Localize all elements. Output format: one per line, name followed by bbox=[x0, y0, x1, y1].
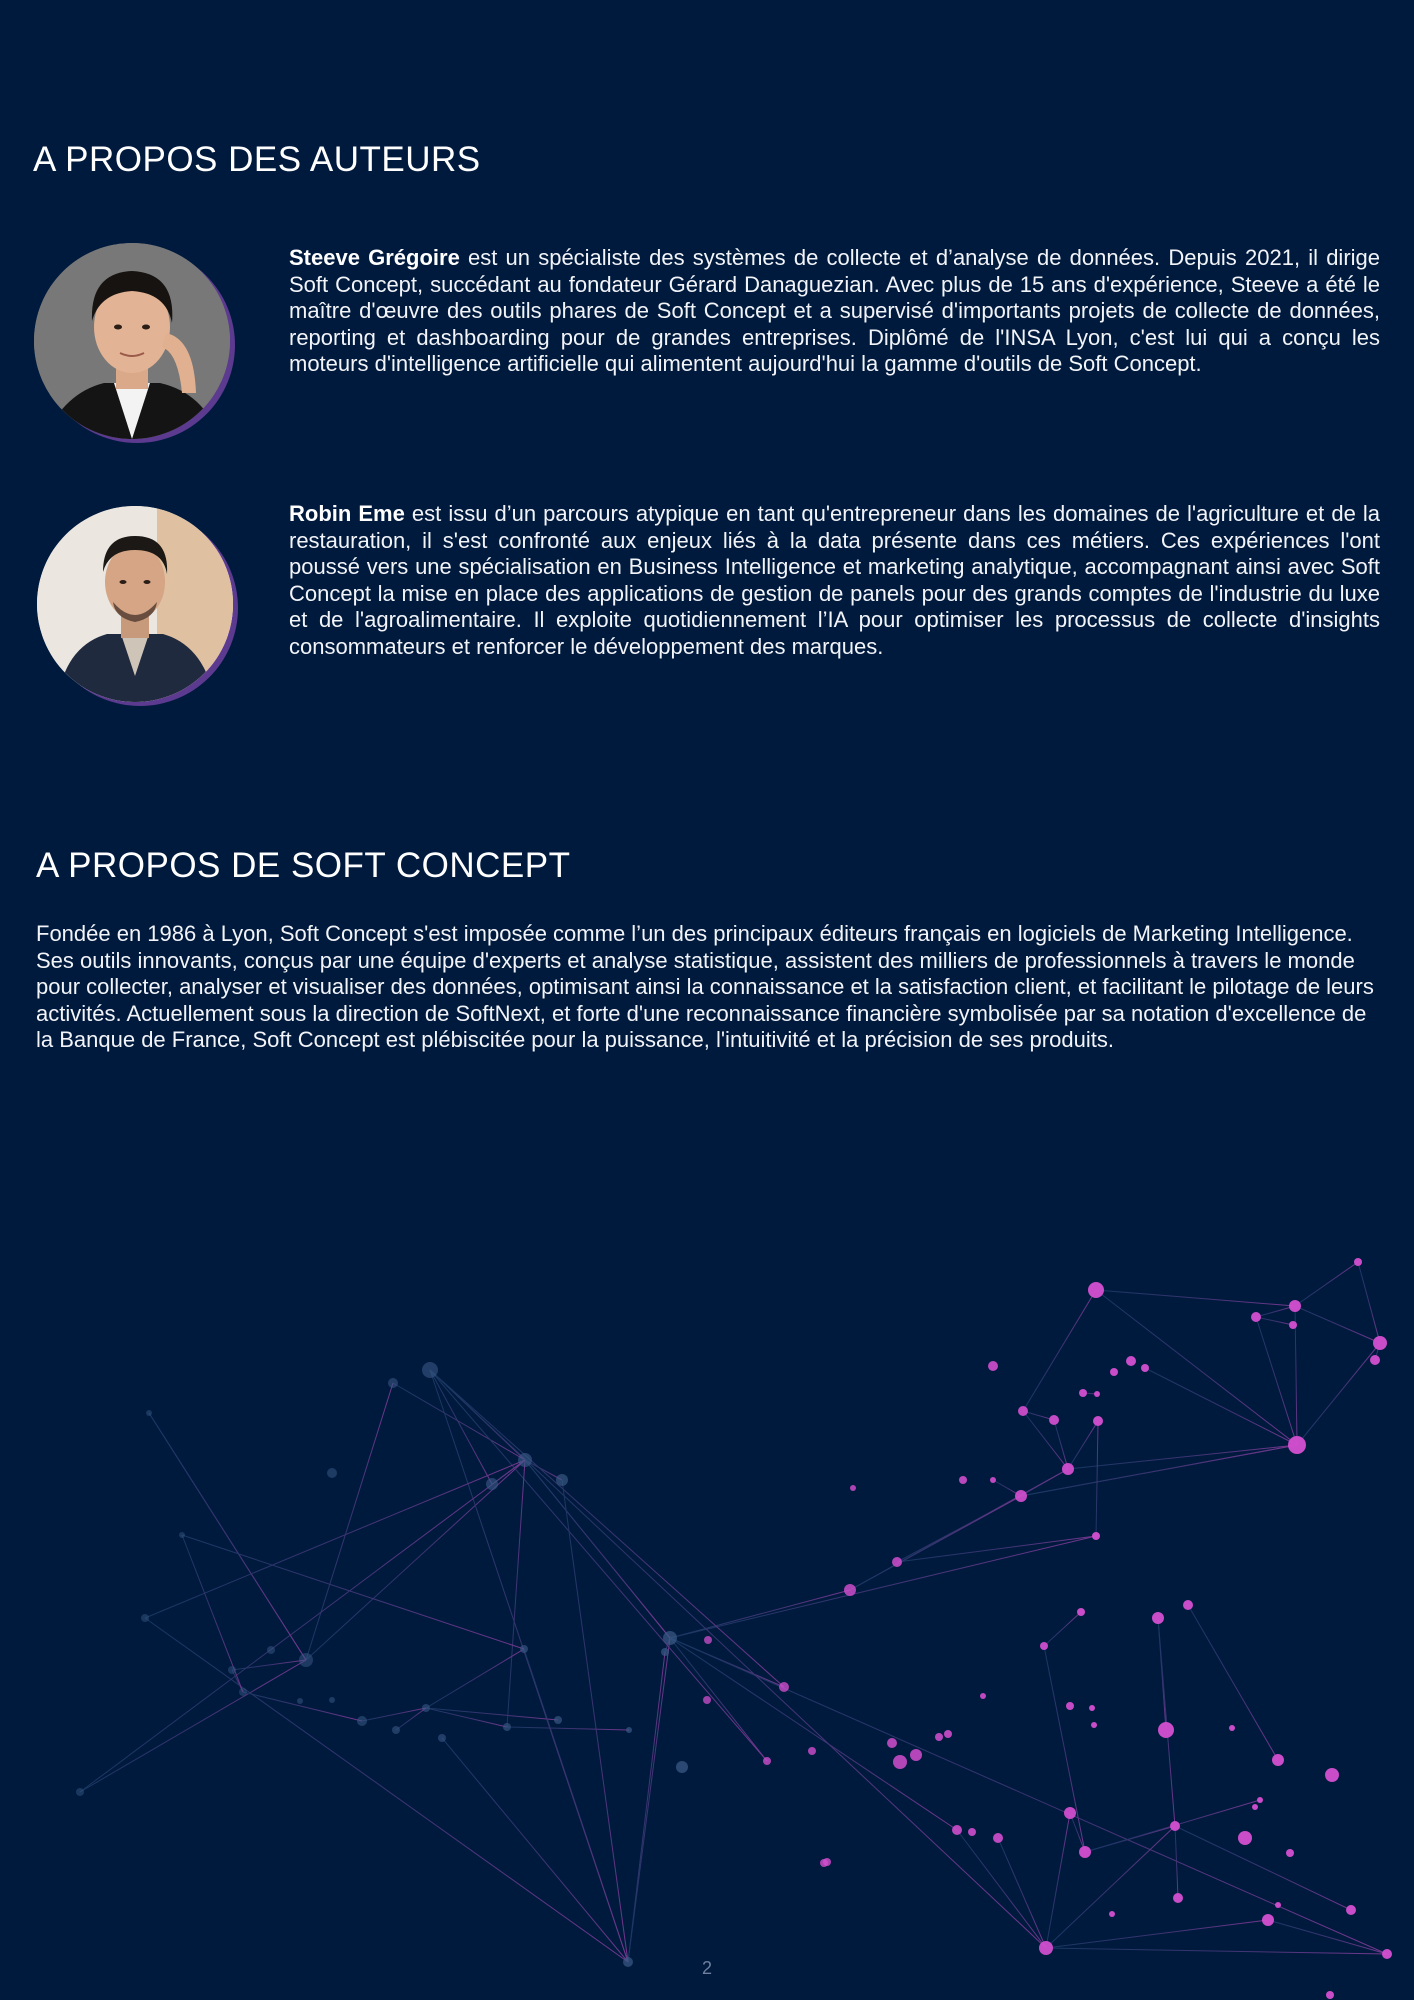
network-node bbox=[952, 1825, 962, 1835]
network-node bbox=[141, 1614, 149, 1622]
network-node bbox=[820, 1859, 828, 1867]
network-edge bbox=[1268, 1920, 1387, 1954]
network-node bbox=[392, 1726, 400, 1734]
network-node bbox=[1079, 1846, 1091, 1858]
network-node bbox=[388, 1378, 398, 1388]
network-node bbox=[228, 1666, 236, 1674]
author-bio-text: est issu d’un parcours atypique en tant qu'entrepreneur dans les domaines de l'agriculture et de la restauration, il s'est confronté aux enjeux liés à la data présente dans ces métiers. Ces expériences l'ont poussé vers une spécialisation en Business Intelligence et marketing analytique, accompagnant ainsi avec Soft Concept la mise en place des applications de gestion de panels pour des grands comptes de l'industrie du luxe et de l'agroalimentaire. Il exploite quotidiennement l’IA pour optimiser les processus de collecte d'insights consommateurs et renforcer le développement des marques. bbox=[289, 501, 1380, 659]
network-node bbox=[935, 1733, 943, 1741]
network-node bbox=[1049, 1415, 1059, 1425]
network-edge bbox=[998, 1838, 1046, 1948]
network-edge bbox=[306, 1383, 393, 1660]
network-node bbox=[944, 1730, 952, 1738]
network-node bbox=[1092, 1532, 1100, 1540]
network-edge bbox=[1175, 1826, 1351, 1910]
network-node bbox=[297, 1698, 303, 1704]
network-node bbox=[554, 1716, 562, 1724]
network-node bbox=[704, 1636, 712, 1644]
network-node bbox=[993, 1833, 1003, 1843]
network-node bbox=[1289, 1321, 1297, 1329]
network-node bbox=[1286, 1849, 1294, 1857]
network-node bbox=[1066, 1702, 1074, 1710]
network-node bbox=[988, 1361, 998, 1371]
network-node bbox=[1141, 1364, 1149, 1372]
network-node bbox=[1229, 1725, 1235, 1731]
author-bio-text: est un spécialiste des systèmes de collecte et d’analyse de données. Depuis 2021, il dirige Soft Concept, succédant au fondateur Gérard Danaguezian. Avec plus de 15 ans d'expérience, Steeve a été le maître d'œuvre des outils phares de Soft Concept et a supervisé d'importants projets de collecte de données, reporting et dashboarding pour de grandes entreprises. Diplômé de l'INSA Lyon, c'est lui qui a conçu les moteurs d'intelligence artificielle qui alimentent aujourd'hui la gamme d'outils de Soft Concept. bbox=[289, 245, 1381, 376]
network-node bbox=[663, 1631, 677, 1645]
network-edge bbox=[1256, 1306, 1295, 1317]
network-edge bbox=[1096, 1290, 1297, 1445]
network-node bbox=[1015, 1490, 1027, 1502]
network-node bbox=[1325, 1768, 1339, 1782]
network-edge bbox=[1070, 1813, 1085, 1852]
author-name-robin: Robin Eme bbox=[289, 501, 405, 526]
network-node bbox=[1126, 1356, 1136, 1366]
network-edge bbox=[1297, 1343, 1380, 1445]
network-node bbox=[1088, 1282, 1104, 1298]
network-node bbox=[1272, 1754, 1284, 1766]
network-node bbox=[518, 1453, 532, 1467]
network-node bbox=[1373, 1336, 1387, 1350]
author-name-steeve: Steeve Grégoire bbox=[289, 245, 460, 270]
network-edge bbox=[1188, 1605, 1278, 1760]
network-node bbox=[1018, 1406, 1028, 1416]
network-edge bbox=[80, 1460, 525, 1792]
network-edge bbox=[670, 1536, 1096, 1638]
author-bio-steeve bbox=[289, 245, 1380, 378]
author-photo-robin bbox=[37, 506, 233, 702]
network-edge bbox=[80, 1660, 306, 1792]
network-edge bbox=[1068, 1421, 1098, 1469]
network-node bbox=[422, 1704, 430, 1712]
authors-section-title: A PROPOS DES AUTEURS bbox=[33, 140, 481, 179]
author-bio-robin bbox=[289, 501, 1380, 660]
network-graph-decoration bbox=[0, 1240, 1414, 2000]
network-edge bbox=[149, 1413, 306, 1660]
network-edge bbox=[507, 1460, 525, 1727]
network-edge bbox=[1068, 1445, 1297, 1469]
network-edge bbox=[426, 1708, 558, 1720]
network-node bbox=[1288, 1436, 1306, 1454]
network-node bbox=[661, 1648, 669, 1656]
network-node bbox=[1039, 1941, 1053, 1955]
network-node bbox=[1289, 1300, 1301, 1312]
network-node bbox=[980, 1693, 986, 1699]
network-edge bbox=[897, 1536, 1096, 1562]
network-node bbox=[1077, 1608, 1085, 1616]
network-node bbox=[703, 1696, 711, 1704]
network-node bbox=[1062, 1463, 1074, 1475]
network-node bbox=[1170, 1821, 1180, 1831]
network-edge bbox=[145, 1618, 628, 1962]
network-edge bbox=[1295, 1262, 1358, 1306]
network-node bbox=[1326, 1991, 1334, 1999]
network-edge bbox=[426, 1708, 507, 1727]
network-edge bbox=[1044, 1646, 1085, 1852]
network-node bbox=[1094, 1391, 1100, 1397]
network-edge bbox=[1256, 1317, 1297, 1445]
portrait-photo-icon bbox=[37, 506, 233, 702]
network-edge bbox=[243, 1692, 362, 1721]
network-edge bbox=[507, 1727, 629, 1730]
network-edge bbox=[145, 1460, 525, 1618]
network-node bbox=[990, 1477, 996, 1483]
network-edge bbox=[430, 1370, 492, 1484]
network-node bbox=[844, 1584, 856, 1596]
network-edge bbox=[393, 1383, 525, 1460]
network-node bbox=[267, 1646, 275, 1654]
network-node bbox=[1064, 1807, 1076, 1819]
network-edge bbox=[1145, 1368, 1297, 1445]
network-node bbox=[327, 1468, 337, 1478]
network-node bbox=[1354, 1258, 1362, 1266]
network-node bbox=[76, 1788, 84, 1796]
network-node bbox=[1109, 1911, 1115, 1917]
network-node bbox=[1252, 1804, 1258, 1810]
network-edge bbox=[232, 1660, 306, 1670]
author-photo-steeve bbox=[34, 243, 230, 439]
network-node bbox=[486, 1478, 498, 1490]
network-edge bbox=[306, 1460, 525, 1660]
network-node bbox=[1275, 1902, 1281, 1908]
network-node bbox=[887, 1738, 897, 1748]
network-node bbox=[779, 1682, 789, 1692]
network-edge bbox=[524, 1649, 628, 1962]
network-node bbox=[676, 1761, 688, 1773]
network-node bbox=[959, 1476, 967, 1484]
network-edge bbox=[525, 1460, 670, 1638]
network-node bbox=[1370, 1355, 1380, 1365]
network-edge bbox=[670, 1638, 767, 1761]
network-node bbox=[1152, 1612, 1164, 1624]
network-node bbox=[422, 1362, 438, 1378]
network-edge bbox=[1358, 1262, 1380, 1343]
network-edge bbox=[670, 1638, 957, 1830]
network-node bbox=[626, 1727, 632, 1733]
network-node bbox=[1158, 1722, 1174, 1738]
network-node bbox=[1110, 1368, 1118, 1376]
network-edge bbox=[1046, 1920, 1268, 1948]
network-node bbox=[1173, 1893, 1183, 1903]
network-edge bbox=[628, 1652, 665, 1962]
network-node bbox=[146, 1410, 152, 1416]
network-node bbox=[239, 1688, 247, 1696]
page-number: 2 bbox=[701, 1958, 712, 1978]
network-edge bbox=[430, 1370, 767, 1761]
network-node bbox=[1093, 1416, 1103, 1426]
network-edge bbox=[1044, 1612, 1081, 1646]
network-edge bbox=[182, 1535, 524, 1649]
network-node bbox=[1091, 1722, 1097, 1728]
network-edge bbox=[957, 1830, 1046, 1948]
network-node bbox=[1251, 1312, 1261, 1322]
network-edge bbox=[1256, 1317, 1293, 1325]
network-node bbox=[520, 1645, 528, 1653]
network-node bbox=[1346, 1905, 1356, 1915]
network-node bbox=[1257, 1797, 1263, 1803]
network-edge bbox=[562, 1480, 628, 1962]
company-section-title: A PROPOS DE SOFT CONCEPT bbox=[36, 846, 571, 885]
network-edge bbox=[1046, 1948, 1387, 1954]
network-node bbox=[808, 1747, 816, 1755]
network-node bbox=[357, 1716, 367, 1726]
network-edge bbox=[1046, 1813, 1070, 1948]
network-node bbox=[299, 1653, 313, 1667]
network-node bbox=[850, 1485, 856, 1491]
network-edge bbox=[850, 1496, 1021, 1590]
network-node bbox=[893, 1755, 907, 1769]
network-edge bbox=[1054, 1420, 1068, 1469]
network-node bbox=[892, 1557, 902, 1567]
network-edge bbox=[1295, 1306, 1380, 1343]
network-node bbox=[1079, 1389, 1087, 1397]
network-edge bbox=[670, 1590, 850, 1638]
network-node bbox=[438, 1734, 446, 1742]
company-description: Fondée en 1986 à Lyon, Soft Concept s'est imposée comme l’un des principaux éditeurs français en logiciels de Marketing Intelligence. Ses outils innovants, conçus par une équipe d'experts et analyse statistique, assistent des milliers de professionnels à travers le monde pour collecter, analyser et visualiser des données, optimisant ainsi la connaissance et la satisfaction client, et facilitant le pilotage de leurs activités. Actuellement sous la direction de SoftNext, et forte d'une reconnaissance financière symbolisée par sa notation d'excellence de la Banque de France, Soft Concept est plébiscitée pour la puissance, l'intuitivité et la précision de ses produits. bbox=[36, 921, 1374, 1052]
network-node bbox=[329, 1697, 335, 1703]
network-node bbox=[1238, 1831, 1252, 1845]
network-node bbox=[1040, 1642, 1048, 1650]
network-edge bbox=[1023, 1411, 1068, 1469]
network-node bbox=[1089, 1705, 1095, 1711]
network-node bbox=[763, 1757, 771, 1765]
portrait-photo-icon bbox=[34, 243, 230, 439]
network-node bbox=[179, 1532, 185, 1538]
network-edge bbox=[1158, 1618, 1175, 1826]
network-node bbox=[503, 1723, 511, 1731]
network-node bbox=[1183, 1600, 1193, 1610]
network-node bbox=[556, 1474, 568, 1486]
network-edge bbox=[1096, 1290, 1295, 1306]
network-node bbox=[910, 1749, 922, 1761]
network-node bbox=[1262, 1914, 1274, 1926]
network-node bbox=[968, 1828, 976, 1836]
